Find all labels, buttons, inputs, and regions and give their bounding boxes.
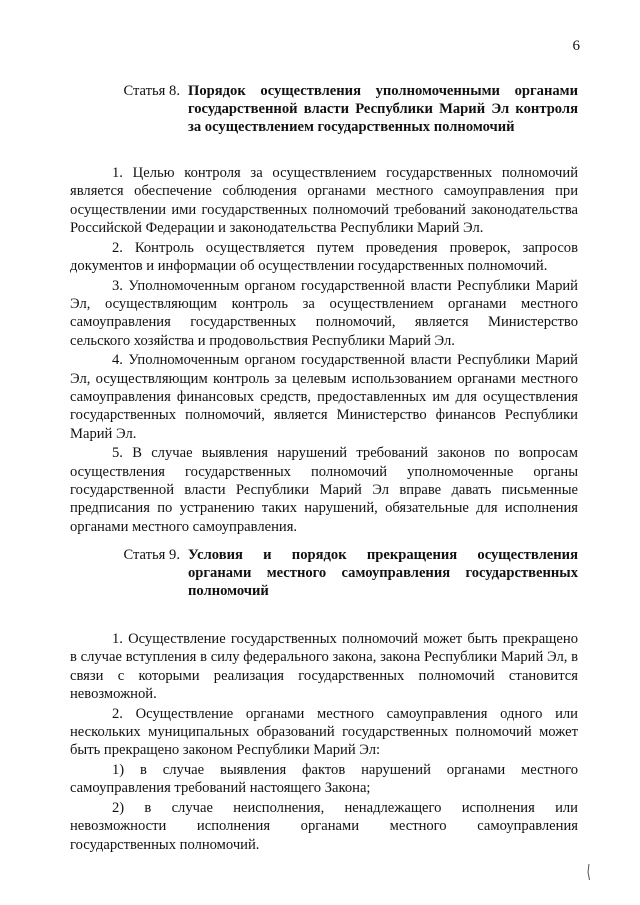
article-9-subitem-1: 1) в случае выявления фактов нарушений органами местного самоуправления требований настоящего Закона; xyxy=(70,762,578,797)
article-9-subitem-2: 2) в случае неисполнения, ненадлежащего исполнения или невозможности исполнения органами местного самоуправления государственных полномочий. xyxy=(70,800,578,853)
page-number: 6 xyxy=(572,38,580,54)
article-8-paragraph-5: 5. В случае выявления нарушений требований законов по вопросам осуществления государственных полномочий уполномоченные органы государственной власти Республики Марий Эл вправе давать письменные предписания по устранению таких нарушений, обязательные для исполнения органами местного самоуправления. xyxy=(70,445,578,535)
article-8-paragraph-2: 2. Контроль осуществляется путем проведения проверок, запросов документов и информации об осуществлении государственных полномочий. xyxy=(70,239,578,274)
article-8-paragraph-4: 4. Уполномоченным органом государственной власти Республики Марий Эл, осуществляющим контроль за целевым использованием органами местного самоуправления финансовых средств, предоставленных им для осуществления государственных полномочий, является Министерство финансов Республики Марий Эл. xyxy=(70,352,578,442)
article-8-heading xyxy=(70,82,578,136)
article-9-label: Статья 9. xyxy=(123,547,180,563)
article-9-title: Условия и порядок прекращения осуществления органами местного самоуправления государственных полномочий xyxy=(188,547,578,599)
article-9-paragraph-1: 1. Осуществление государственных полномочий может быть прекращено в случае вступления в силу федерального закона, закона Республики Марий Эл, в связи с которыми реализация государственных полномочий становится невозможной. xyxy=(70,631,578,702)
article-8-paragraph-3: 3. Уполномоченным органом государственной власти Республики Марий Эл, осуществляющим контроль за осуществлением органами местного самоуправления государственных полномочий, является Министерство сельского хозяйства и продовольствия Республики Марий Эл. xyxy=(70,277,578,349)
article-8-title: Порядок осуществления уполномоченными органами государственной власти Республики Марий Эл контроля за осуществлением государственных полномочий xyxy=(188,83,578,135)
article-9-heading xyxy=(70,546,578,600)
article-9-paragraph-2: 2. Осуществление органами местного самоуправления одного или нескольких муниципальных образований государственных полномочий может быть прекращено законом Республики Марий Эл: xyxy=(70,705,578,759)
article-9-body xyxy=(70,630,578,856)
article-8-paragraph-1: 1. Целью контроля за осуществлением государственных полномочий является обеспечение соблюдения органами местного самоуправления при осуществлении ими государственных полномочий требований законодательства Российской Федерации и законодательства Республики Марий Эл. xyxy=(70,165,578,236)
article-8-label: Статья 8. xyxy=(123,83,180,99)
pen-mark-icon xyxy=(586,863,592,881)
article-8-body xyxy=(70,164,578,537)
